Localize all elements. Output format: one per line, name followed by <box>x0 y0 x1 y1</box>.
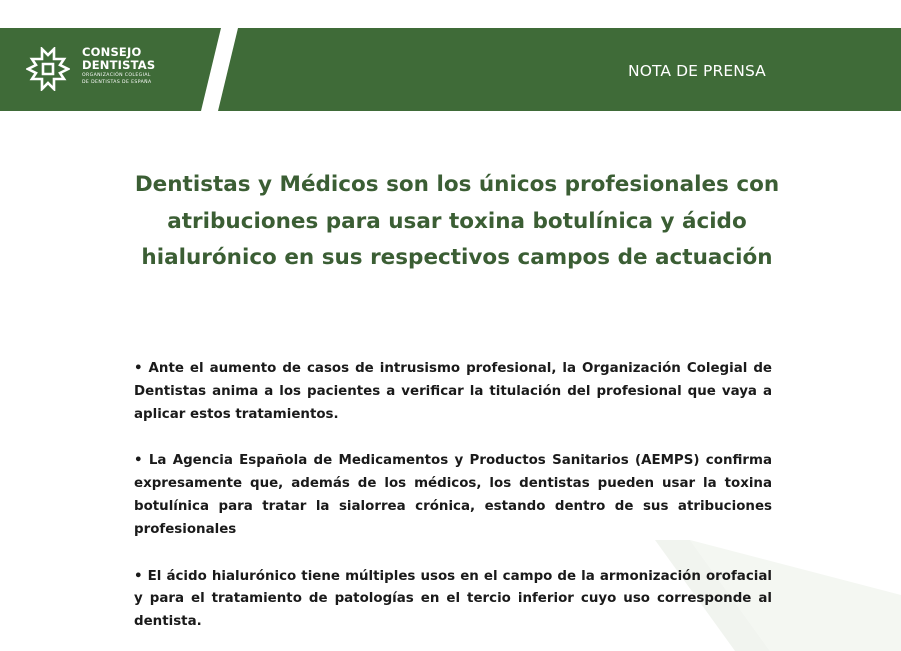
logo-subtitle-line1: ORGANIZACIÓN COLEGIAL <box>82 73 151 78</box>
list-item: • Ante el aumento de casos de intrusismo profesional, la Organización Colegial de Dentistas anima a los pacientes a verificar la titulación del profesional que vaya a aplicar estos tratamientos. <box>134 361 772 422</box>
logo-wordmark <box>82 46 155 85</box>
document-type-label: NOTA DE PRENSA <box>628 62 766 80</box>
logo <box>26 43 176 95</box>
header-banner <box>0 28 901 111</box>
logo-title-line1: CONSEJO <box>82 45 142 59</box>
logo-title-line2: DENTISTAS <box>82 58 156 72</box>
list-item: • La Agencia Española de Medicamentos y Productos Sanitarios (AEMPS) confirma expresamente que, además de los médicos, los dentistas pueden usar la toxina botulínica para tratar la sialorrea crónica, estando dentro de sus atribuciones profesionales <box>134 453 772 537</box>
page-title: Dentistas y Médicos son los únicos profesionales con atribuciones para usar toxina botulínica y ácido hialurónico en sus respectivos campos de actuación <box>134 172 780 270</box>
tooth-cross-logo-icon <box>26 47 70 91</box>
logo-subtitle-line2: DE DENTISTAS DE ESPAÑA <box>82 79 152 85</box>
list-item: • El ácido hialurónico tiene múltiples usos en el campo de la armonización orofacial y para el tratamiento de patologías en el tercio inferior cuyo uso corresponde al dentista. <box>134 568 772 630</box>
summary-bullet-list <box>134 358 772 651</box>
